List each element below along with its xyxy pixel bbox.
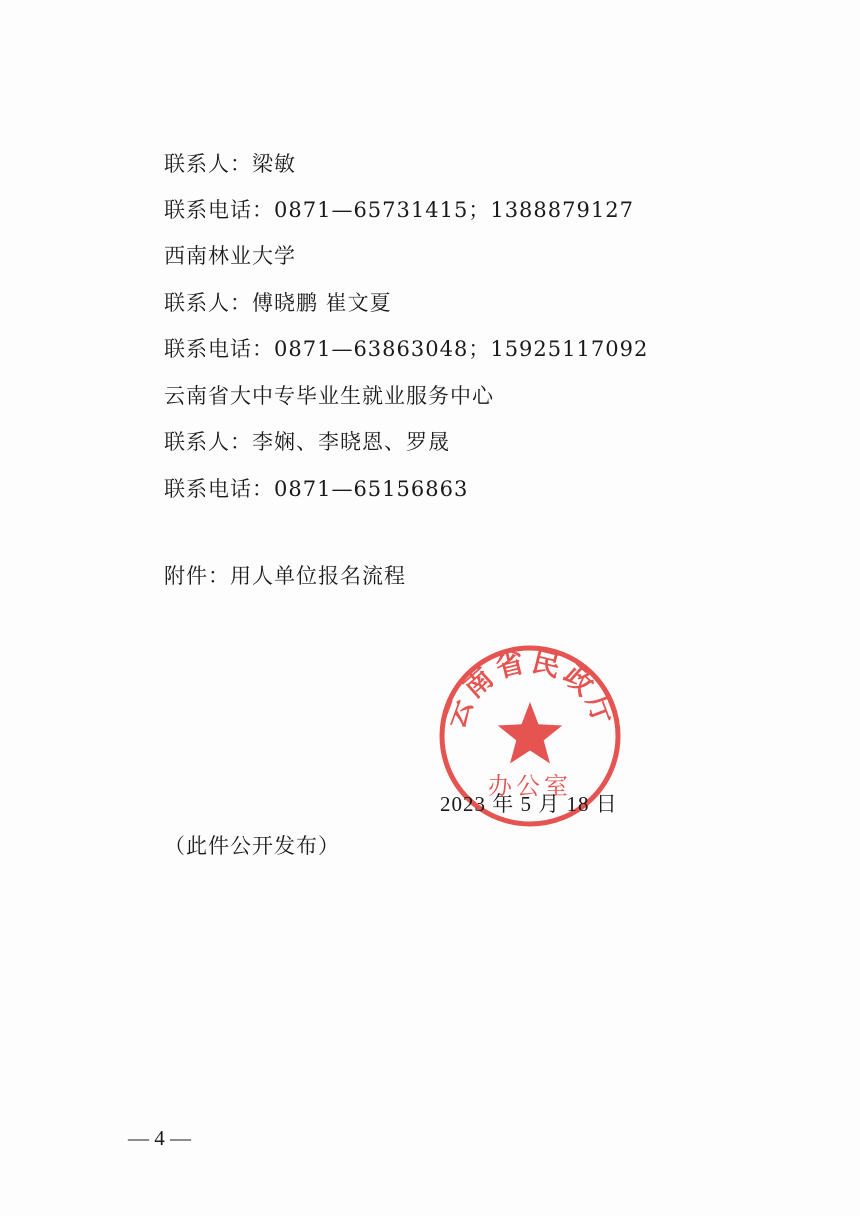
page-number: — 4 — bbox=[128, 1126, 191, 1150]
contact-phone-2: 联系电话：0871—63863048；15925117092 bbox=[164, 337, 649, 361]
seal-star-icon bbox=[498, 702, 563, 764]
contact-phone-1: 联系电话：0871—65731415；1388879127 bbox=[164, 198, 634, 222]
attachment-line: 附件：用人单位报名流程 bbox=[164, 564, 406, 588]
contact-person-2: 联系人：傅晓鹏 崔文夏 bbox=[164, 291, 392, 315]
contact-person-3: 联系人：李娴、李晓恩、罗晟 bbox=[164, 430, 450, 454]
organization-name-1: 西南林业大学 bbox=[164, 244, 296, 268]
organization-name-2: 云南省大中专毕业生就业服务中心 bbox=[164, 384, 494, 408]
publication-note: （此件公开发布） bbox=[164, 834, 340, 858]
contact-phone-3: 联系电话：0871—65156863 bbox=[164, 477, 469, 501]
seal-ring-text-path: 云南省民政厅 bbox=[438, 644, 622, 733]
contact-person-1: 联系人：梁敏 bbox=[164, 152, 296, 176]
document-date: 2023 年 5 月 18 日 bbox=[440, 792, 618, 816]
seal-bottom-text: 办公室 bbox=[488, 772, 572, 800]
